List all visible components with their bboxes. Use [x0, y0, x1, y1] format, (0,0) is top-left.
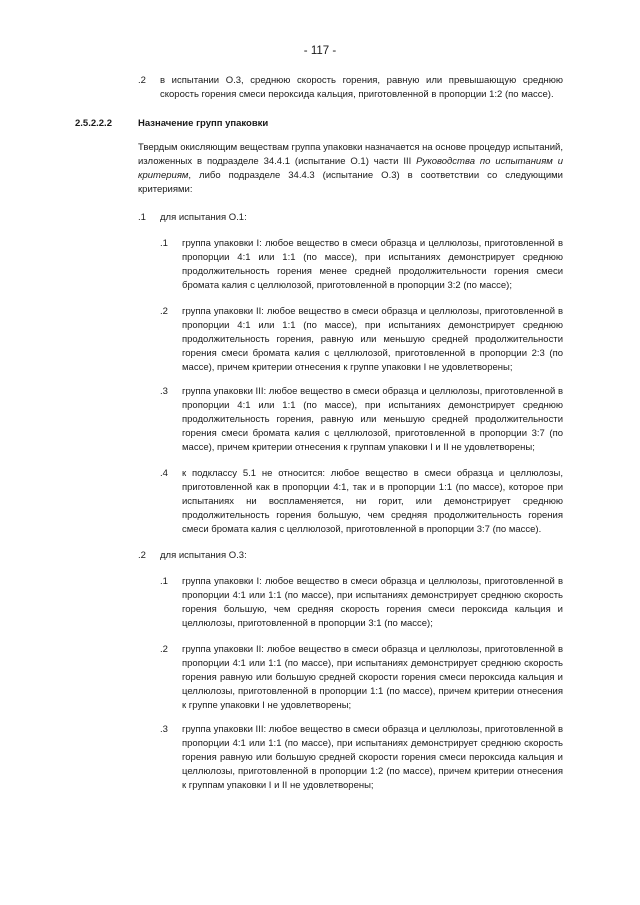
section-title: Назначение групп упаковки	[138, 118, 269, 129]
test-o1-label: для испытания О.1:	[160, 212, 247, 223]
paragraph-italic-title: Руководства по испытаниям и критериям	[138, 156, 563, 181]
test-o3-label: для испытания О.3:	[160, 550, 247, 561]
list-item-number: .1	[160, 576, 168, 587]
intro-item-text: в испытании О.3, среднюю скорость горения, равную или превышающую среднюю скорость горения смеси пероксида кальция, приготовленной в пропорции 1:2 (по массе).	[160, 75, 563, 100]
test-o1-number: .1	[138, 212, 146, 223]
list-item-text: группа упаковки III: любое вещество в смеси образца и целлюлозы, приготовленной в пропорции 4:1 или 1:1 (по массе), при испытаниях демонстрирует среднюю скорость горения равную или большую средней скорости горения смеси пероксида кальция и целлюлозы, приготовленной в пропорции 1:2 (по массе), причем критерии отнесения к группам упаковки I и II не удовлетворены;	[182, 724, 563, 791]
list-item-number: .3	[160, 386, 168, 397]
section-paragraph	[138, 141, 563, 197]
paragraph-part-2: , либо подразделе 34.4.3 (испытание О.3) в соответствии со следующими критериями:	[138, 170, 563, 195]
list-item-number: .3	[160, 724, 168, 735]
list-item-text: группа упаковки I: любое вещество в смеси образца и целлюлозы, приготовленной в пропорции 4:1 или 1:1 (по массе), при испытаниях демонстрирует среднюю скорость горения большую, чем средняя скорость горения смеси пероксида кальция и целлюлозы, приготовленной в пропорции 3:1 (по массе);	[182, 576, 563, 629]
list-item-text: группа упаковки I: любое вещество в смеси образца и целлюлозы, приготовленной в пропорции 4:1 или 1:1 (по массе), при испытаниях демонстрирует среднюю продолжительность горения менее средней продолжительности горения смеси бромата калия с целлюлозой, приготовленной в пропорции 3:2 (по массе);	[182, 238, 563, 291]
list-item-text: группа упаковки II: любое вещество в смеси образца и целлюлозы, приготовленной в пропорции 4:1 или 1:1 (по массе), при испытаниях демонстрирует среднюю скорость горения равную или большую средней скорости горения смеси пероксида кальция и целлюлозы, приготовленной в пропорции 1:1 (по массе), причем критерии отнесения к группе упаковки I не удовлетворены;	[182, 644, 563, 711]
list-item-text: группа упаковки III: любое вещество в смеси образца и целлюлозы, приготовленной в пропорции 4:1 или 1:1 (по массе), при испытаниях демонстрирует среднюю продолжительность горения, равную или меньшую средней продолжительности горения смеси бромата калия с целлюлозой, приготовленной в пропорции 3:7 (по массе), причем критерии отнесения к группам упаковки I и II не удовлетворены;	[182, 386, 563, 453]
test-o3-number: .2	[138, 550, 146, 561]
list-item-number: .4	[160, 468, 168, 479]
list-item-number: .2	[160, 644, 168, 655]
list-item-number: .2	[160, 306, 168, 317]
list-item-number: .1	[160, 238, 168, 249]
list-item-text: группа упаковки II: любое вещество в смеси образца и целлюлозы, приготовленной в пропорции 4:1 или 1:1 (по массе), при испытаниях демонстрирует среднюю продолжительность горения, равную или меньшую средней продолжительности горения смеси бромата калия с целлюлозой, приготовленной в пропорции 2:3 (по массе), причем критерии отнесения к группе упаковки I не удовлетворены;	[182, 306, 563, 373]
page-number: - 117 -	[303, 45, 337, 57]
list-item-text: к подклассу 5.1 не относится: любое вещество в смеси образца и целлюлозы, приготовленной как в пропорции 4:1, так и в пропорции 1:1 (по массе), которое при испытаниях ни воспламеняется, ни горит, или демонстрирует среднюю продолжительность горения большую, чем средняя продолжительность горения смеси бромата калия с целлюлозой, приготовленной в пропорции 3:7 (по массе).	[182, 468, 563, 535]
intro-item-number: .2	[138, 75, 146, 86]
paragraph-part-1: Твердым окисляющим веществам группа упаковки назначается на основе процедур испытаний, изложенных в подразделе 34.4.1 (испытание О.1) части III	[138, 142, 563, 167]
section-number: 2.5.2.2.2	[75, 118, 112, 129]
